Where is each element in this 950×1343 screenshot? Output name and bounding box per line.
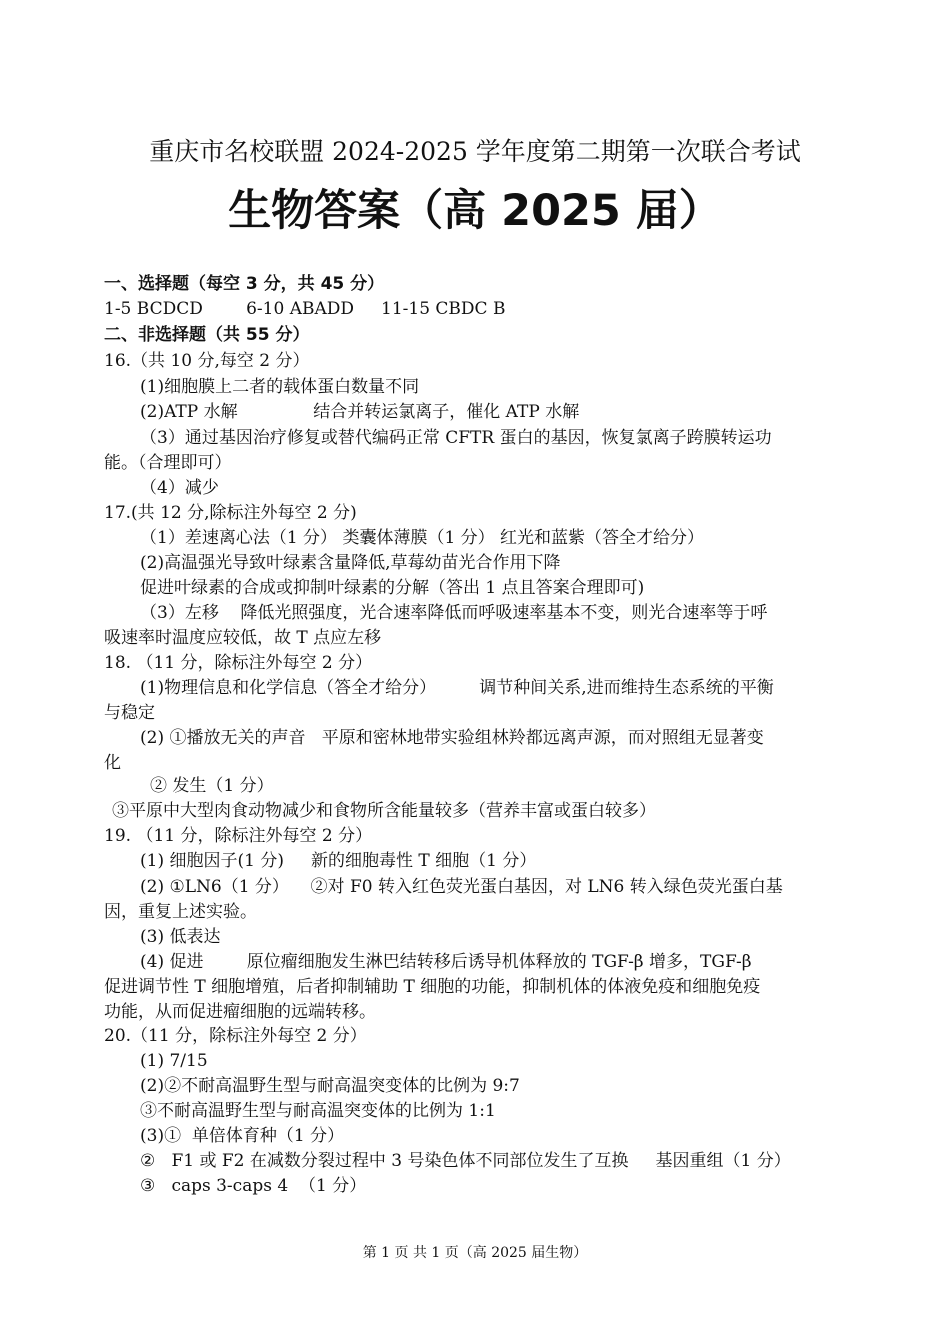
page-footer: 第 1 页 共 1 页（高 2025 届生物） (362, 1245, 588, 1261)
q17-line: （3）左移 降低光照强度，光合速率降低而呼吸速率基本不变，则光合速率等于呼 (140, 603, 768, 623)
q18-line: ② 发生（1 分） (150, 776, 274, 796)
q16-line: （3）通过基因治疗修复或替代编码正常 CFTR 蛋白的基因，恢复氯离子跨膜转运功 (140, 428, 772, 448)
q16-line: (2)ATP 水解 结合并转运氯离子，催化 ATP 水解 (140, 402, 580, 422)
q19-line: (4) 促进 原位瘤细胞发生淋巴结转移后诱导机体释放的 TGF-β 增多，TGF-β (140, 952, 752, 972)
q16-line: 能。（合理即可） (104, 453, 232, 473)
q18-header: 18. （11 分，除标注外每空 2 分） (104, 653, 373, 673)
section2-heading: 二、非选择题（共 55 分） (104, 325, 310, 345)
q19-line: (1) 细胞因子(1 分) 新的细胞毒性 T 细胞（1 分） (140, 851, 537, 871)
q20-line: ③不耐高温野生型与耐高温突变体的比例为 1:1 (140, 1101, 496, 1121)
q16-header: 16.（共 10 分,每空 2 分） (104, 351, 310, 371)
exam-title: 重庆市名校联盟 2024-2025 学年度第二期第一次联合考试 (149, 137, 801, 166)
q20-line: (3)① 单倍体育种（1 分） (140, 1126, 345, 1146)
q19-line: (2) ①LN6（1 分） ②对 F0 转入红色荧光蛋白基因，对 LN6 转入绿色荧光蛋白基 (140, 877, 783, 897)
q19-header: 19. （11 分，除标注外每空 2 分） (104, 826, 373, 846)
q18-line: 化 (104, 753, 121, 773)
q20-line: (1) 7/15 (140, 1051, 208, 1071)
q17-line: 吸速率时温度应较低，故 T 点应左移 (104, 628, 382, 648)
q16-line: (1)细胞膜上二者的载体蛋白数量不同 (140, 377, 420, 397)
q18-line: (1)物理信息和化学信息（答全才给分） 调节种间关系,进而维持生态系统的平衡 (140, 678, 774, 698)
answer-title: 生物答案（高 2025 届） (228, 186, 722, 236)
q17-line: 促进叶绿素的合成或抑制叶绿素的分解（答出 1 点且答案合理即可) (140, 578, 645, 598)
q19-line: 促进调节性 T 细胞增殖，后者抑制辅助 T 细胞的功能，抑制机体的体液免疫和细胞免疫 (104, 977, 761, 997)
q18-line: (2) ①播放无关的声音 平原和密林地带实验组林羚都远离声源，而对照组无显著变 (140, 728, 764, 748)
q17-line: （1）差速离心法（1 分） 类囊体薄膜（1 分） 红光和蓝紫（答全才给分） (140, 528, 705, 548)
q18-line: 与稳定 (104, 703, 155, 723)
q20-line: ③ caps 3-caps 4 （1 分） (140, 1176, 367, 1196)
section1-heading: 一、选择题（每空 3 分，共 45 分） (104, 274, 385, 294)
q17-header: 17.(共 12 分,除标注外每空 2 分) (104, 503, 357, 523)
q20-header: 20.（11 分，除标注外每空 2 分） (104, 1026, 367, 1046)
q18-line: ③平原中大型肉食动物减少和食物所含能量较多（营养丰富或蛋白较多） (112, 801, 656, 821)
q20-line: (2)②不耐高温野生型与耐高温突变体的比例为 9:7 (140, 1076, 520, 1096)
q16-line: （4）减少 (140, 478, 219, 498)
q20-line: ② F1 或 F2 在减数分裂过程中 3 号染色体不同部位发生了互换 基因重组（1 分） (140, 1151, 791, 1171)
q19-line: (3) 低表达 (140, 927, 221, 947)
q17-line: (2)高温强光导致叶绿素含量降低,草莓幼苗光合作用下降 (140, 553, 561, 573)
mc-answers: 1-5 BCDCD 6-10 ABADD 11-15 CBDC B (104, 299, 506, 319)
q19-line: 因，重复上述实验。 (104, 902, 257, 922)
q19-line: 功能，从而促进瘤细胞的远端转移。 (104, 1002, 376, 1022)
